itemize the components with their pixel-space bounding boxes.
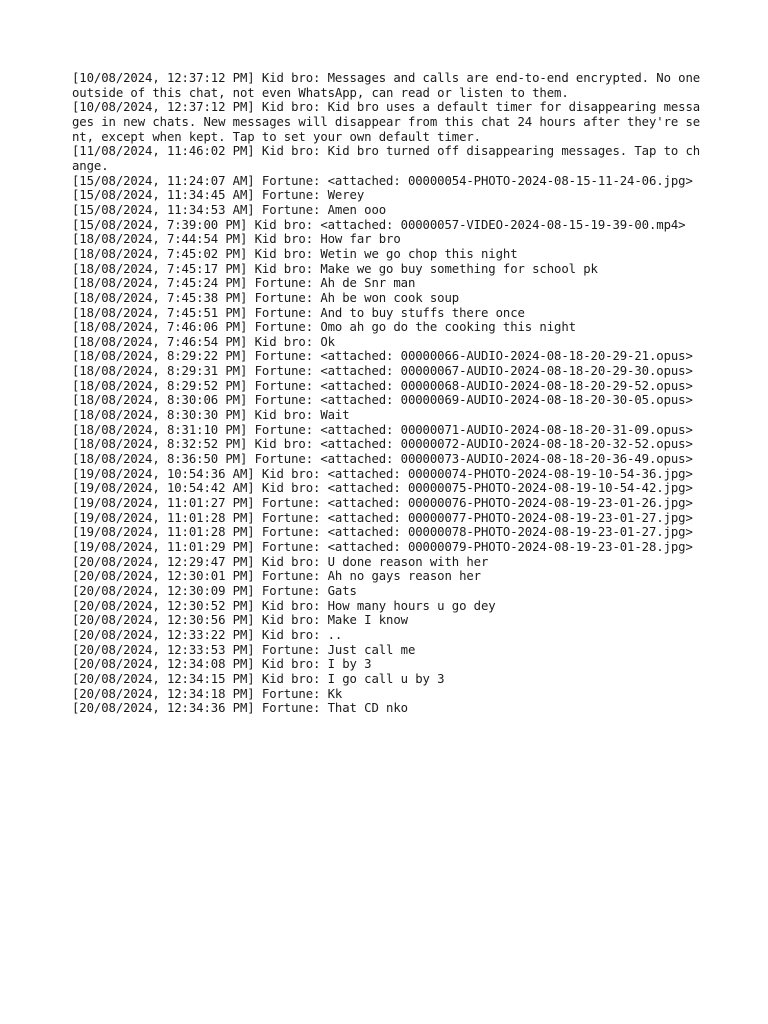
chat-message: [18/08/2024, 7:44:54 PM] Kid bro: How far bro [72, 232, 401, 247]
chat-message: [15/08/2024, 11:24:07 AM] Fortune: <attached: 00000054-PHOTO-2024-08-15-11-24-06.jpg> [72, 173, 693, 188]
chat-message: [18/08/2024, 7:45:17 PM] Kid bro: Make we go buy something for school pk [72, 261, 598, 276]
chat-message: [18/08/2024, 8:31:10 PM] Fortune: <attached: 00000071-AUDIO-2024-08-18-20-31-09.opus> [72, 422, 693, 437]
chat-message: [19/08/2024, 11:01:27 PM] Fortune: <attached: 00000076-PHOTO-2024-08-19-23-01-26.jpg> [72, 496, 693, 511]
chat-message: [20/08/2024, 12:30:56 PM] Kid bro: Make I know [72, 613, 408, 628]
chat-message: [19/08/2024, 10:54:42 AM] Kid bro: <attached: 00000075-PHOTO-2024-08-19-10-54-42.jpg> [72, 481, 693, 496]
chat-export-text [72, 71, 708, 716]
chat-message: [19/08/2024, 10:54:36 AM] Kid bro: <attached: 00000074-PHOTO-2024-08-19-10-54-36.jpg> [72, 466, 693, 481]
chat-message: [18/08/2024, 8:36:50 PM] Fortune: <attached: 00000073-AUDIO-2024-08-18-20-36-49.opus> [72, 452, 693, 467]
chat-message: [20/08/2024, 12:34:18 PM] Fortune: Kk [72, 686, 343, 701]
chat-message: [18/08/2024, 7:45:51 PM] Fortune: And to buy stuffs there once [72, 305, 525, 320]
chat-message: [20/08/2024, 12:30:52 PM] Kid bro: How many hours u go dey [72, 598, 496, 613]
chat-message: [18/08/2024, 7:46:54 PM] Kid bro: Ok [72, 334, 335, 349]
chat-message: [18/08/2024, 8:32:52 PM] Kid bro: <attached: 00000072-AUDIO-2024-08-18-20-32-52.opus> [72, 437, 693, 452]
chat-message: [18/08/2024, 8:29:22 PM] Fortune: <attached: 00000066-AUDIO-2024-08-18-20-29-21.opus> [72, 349, 693, 364]
chat-message: [18/08/2024, 8:29:52 PM] Fortune: <attached: 00000068-AUDIO-2024-08-18-20-29-52.opus> [72, 378, 693, 393]
chat-message: [18/08/2024, 8:30:30 PM] Kid bro: Wait [72, 408, 350, 423]
chat-message: [18/08/2024, 7:45:02 PM] Kid bro: Wetin we go chop this night [72, 246, 518, 261]
chat-message: [20/08/2024, 12:30:01 PM] Fortune: Ah no gays reason her [72, 569, 481, 584]
chat-message: [18/08/2024, 7:46:06 PM] Fortune: Omo ah go do the cooking this night [72, 320, 576, 335]
chat-message: [10/08/2024, 12:37:12 PM] Kid bro: Kid bro uses a default timer for disappearing messages in new chats. New messages will disappear from this chat 24 hours after they're sent, except when kept. Tap to set your own default timer. [72, 100, 701, 144]
chat-message: [20/08/2024, 12:34:15 PM] Kid bro: I go call u by 3 [72, 671, 445, 686]
chat-message: [15/08/2024, 11:34:45 AM] Fortune: Werey [72, 188, 365, 203]
chat-message: [10/08/2024, 12:37:12 PM] Kid bro: Messages and calls are end-to-end encrypted. No one outside of this chat, not even WhatsApp, can read or listen to them. [72, 71, 708, 100]
chat-message: [19/08/2024, 11:01:29 PM] Fortune: <attached: 00000079-PHOTO-2024-08-19-23-01-28.jpg> [72, 540, 693, 554]
chat-message: [18/08/2024, 7:45:38 PM] Fortune: Ah be won cook soup [72, 290, 460, 305]
chat-message: [20/08/2024, 12:33:53 PM] Fortune: Just call me [72, 642, 416, 657]
chat-message: [20/08/2024, 12:34:08 PM] Kid bro: I by 3 [72, 657, 372, 672]
chat-message: [19/08/2024, 11:01:28 PM] Fortune: <attached: 00000077-PHOTO-2024-08-19-23-01-27.jpg> [72, 510, 693, 525]
chat-message: [20/08/2024, 12:34:36 PM] Fortune: That CD nko [72, 701, 408, 716]
chat-message: [15/08/2024, 11:34:53 AM] Fortune: Amen ooo [72, 202, 387, 217]
chat-message: [20/08/2024, 12:30:09 PM] Fortune: Gats [72, 583, 357, 598]
chat-message: [15/08/2024, 7:39:00 PM] Kid bro: <attached: 00000057-VIDEO-2024-08-15-19-39-00.mp4> [72, 217, 686, 232]
chat-message: [20/08/2024, 12:29:47 PM] Kid bro: U done reason with her [72, 554, 489, 569]
chat-message: [20/08/2024, 12:33:22 PM] Kid bro: .. [72, 627, 343, 642]
chat-message: [18/08/2024, 8:29:31 PM] Fortune: <attached: 00000067-AUDIO-2024-08-18-20-29-30.opus> [72, 364, 693, 379]
chat-message: [18/08/2024, 7:45:24 PM] Fortune: Ah de Snr man [72, 276, 416, 291]
chat-message: [11/08/2024, 11:46:02 PM] Kid bro: Kid bro turned off disappearing messages. Tap to change. [72, 144, 701, 173]
chat-message: [19/08/2024, 11:01:28 PM] Fortune: <attached: 00000078-PHOTO-2024-08-19-23-01-27.jpg> [72, 525, 693, 540]
chat-message: [18/08/2024, 8:30:06 PM] Fortune: <attached: 00000069-AUDIO-2024-08-18-20-30-05.opus> [72, 393, 693, 408]
